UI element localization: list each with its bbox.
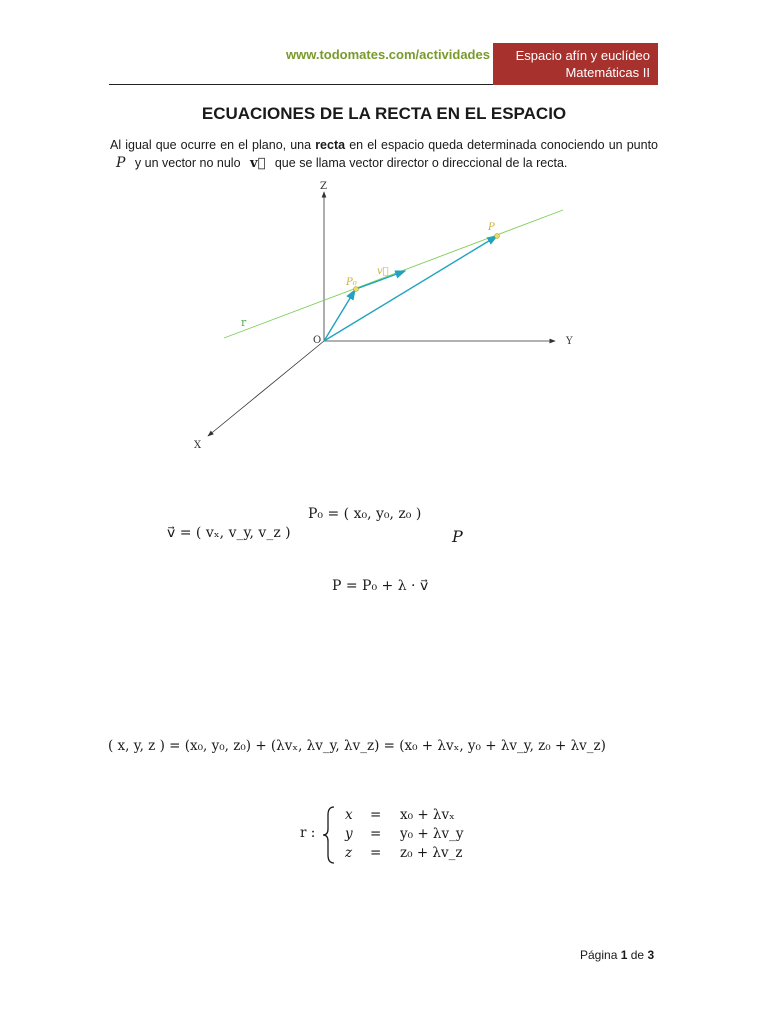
system-name: r :: [300, 825, 316, 841]
axis-y-label: Y: [566, 336, 573, 347]
page-number: [580, 948, 654, 962]
x-axis: [208, 341, 324, 436]
line-r-label: r: [241, 316, 247, 329]
origin-label: O: [313, 335, 322, 346]
line-r: [224, 210, 563, 338]
system-brace: [322, 805, 338, 865]
system-row-1-eq: =: [370, 807, 382, 823]
page-current: 1: [620, 948, 628, 962]
point-p-dot: [495, 234, 500, 239]
intro-text-4: que se llama vector director o direccional de la recta.: [274, 156, 568, 170]
position-vector-p: [324, 236, 497, 341]
system-row-2-eq: =: [370, 826, 382, 842]
formula-point-p: P: [452, 527, 463, 546]
intro-text-2: en el espacio queda determinada conociendo un punto: [349, 138, 658, 152]
formula-point-p0: P₀ = ( x₀, y₀, z₀ ): [308, 506, 422, 522]
axis-z-label: Z: [320, 181, 327, 192]
vector-v-label: v⃗: [377, 266, 389, 277]
system-row-3-eq: =: [370, 845, 382, 861]
point-p-label: P: [488, 222, 495, 233]
system-row-3-rhs: z₀ + λv_z: [400, 845, 463, 861]
formula-vector-v: v⃗ = ( vₓ, v_y, v_z ): [167, 525, 291, 541]
system-row-1-lhs: x: [345, 807, 353, 823]
header-topic-line2: Matemáticas II: [565, 65, 650, 80]
parametric-system: [300, 805, 500, 865]
intro-text-1: Al igual que ocurre en el plano, una: [110, 138, 312, 152]
position-vector-p0: [324, 290, 355, 341]
intro-bold-word: recta: [315, 138, 346, 152]
axis-x-label: X: [194, 440, 202, 451]
page-of: de: [630, 948, 645, 962]
intro-text-3: y un vector no nulo: [134, 156, 241, 170]
system-row-3-lhs: z: [345, 845, 353, 861]
intro-vector-symbol: v⃗: [250, 156, 266, 171]
header-url[interactable]: www.todomates.com/actividades: [286, 47, 490, 62]
intro-point-symbol: P: [116, 155, 126, 171]
formula-vector-equation: P = P₀ + λ · v⃗: [332, 578, 429, 594]
page-total: 3: [647, 948, 655, 962]
point-p0-label: P₀: [346, 277, 357, 288]
system-row-2-rhs: y₀ + λv_y: [400, 826, 464, 842]
page-title: ECUACIONES DE LA RECTA EN EL ESPACIO: [201, 104, 567, 123]
header-topic-line1: Espacio afín y euclídeo: [515, 48, 650, 63]
system-row-2-lhs: y: [345, 826, 353, 842]
formula-expanded: ( x, y, z ) = (x₀, y₀, z₀) + (λvₓ, λv_y, λv_z) = (x₀ + λvₓ, y₀ + λv_y, z₀ + λv_z): [108, 738, 606, 754]
system-row-1-rhs: x₀ + λvₓ: [400, 807, 455, 823]
page-word: Página: [580, 948, 618, 962]
line-in-space-diagram: [0, 0, 768, 470]
